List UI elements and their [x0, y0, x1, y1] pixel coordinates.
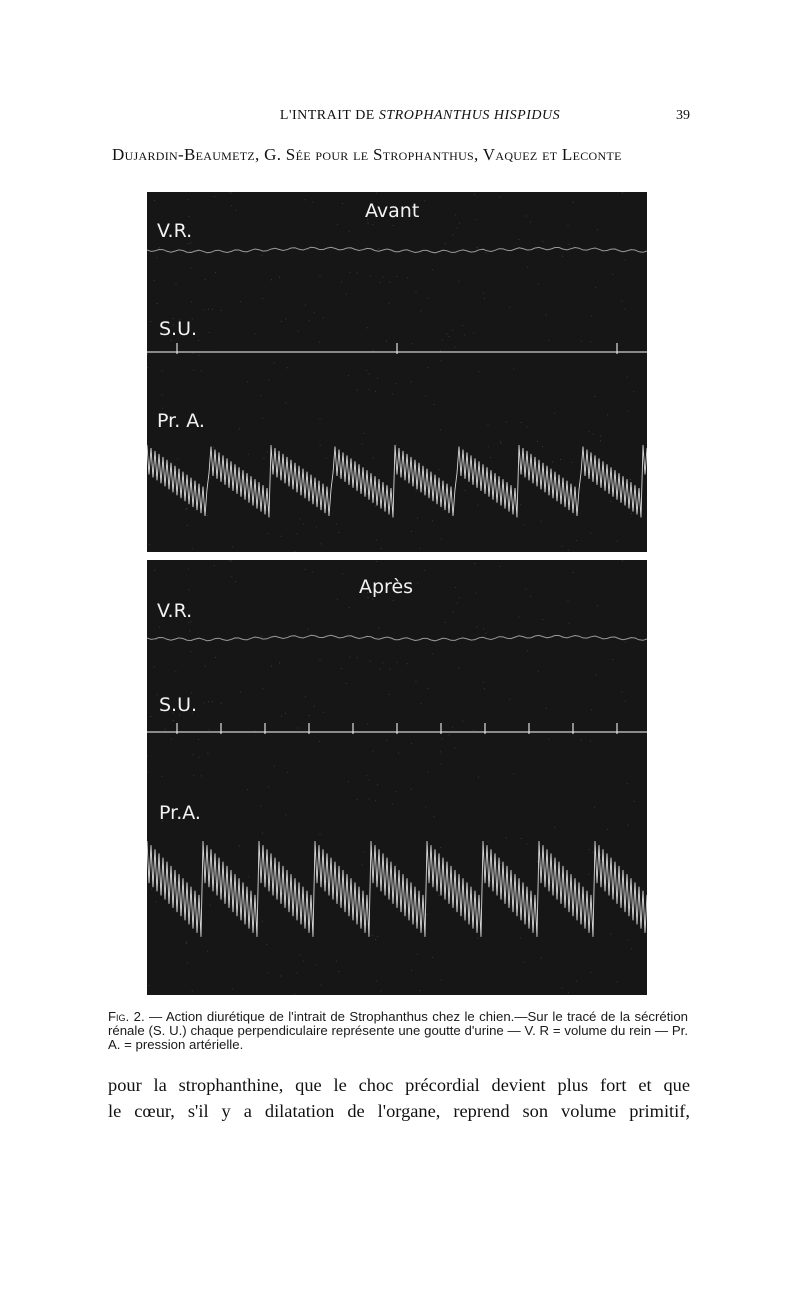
page-number: 39: [676, 108, 690, 123]
texture: [147, 560, 634, 994]
label-pra-apres: Pr.A.: [159, 802, 201, 824]
label-vr-avant: V.R.: [157, 220, 193, 242]
tracing-svg-avant: [147, 192, 647, 552]
volume-rein-trace: [147, 635, 647, 641]
pression-arterielle-trace: [147, 841, 647, 937]
running-title-species: STROPHANTHUS HISPIDUS: [378, 108, 561, 123]
author-line: Dujardin-Beaumetz, G. Sée pour le Strophanthus, Vaquez et Leconte: [112, 145, 622, 164]
panel-title-avant: Avant: [365, 200, 420, 222]
label-pra-avant: Pr. A.: [157, 410, 205, 432]
tracing-panel-avant: [147, 192, 647, 552]
panel-title-apres: Après: [359, 576, 414, 598]
running-title-prefix: L'INTRAIT DE: [279, 108, 379, 123]
volume-rein-trace: [147, 247, 647, 253]
figure-label: Fig. 2.: [108, 1009, 145, 1024]
pression-arterielle-trace: [147, 445, 647, 518]
label-vr-apres: V.R.: [157, 600, 193, 622]
running-title: [150, 108, 690, 124]
trace-group: [147, 192, 647, 551]
figure-caption: [108, 1010, 688, 1052]
running-head: [150, 108, 690, 128]
body-paragraph: [108, 1072, 690, 1124]
trace-group: [147, 560, 647, 994]
label-su-apres: S.U.: [159, 694, 198, 716]
tracing-svg-apres: [147, 560, 647, 995]
tracing-panel-apres: [147, 560, 647, 995]
figure-caption-text: — Action diurétique de l'intrait de Strophanthus chez le chien.—Sur le tracé de la sécrétion rénale (S. U.) chaque perpendiculaire représente une goutte d'urine — V. R = volume du rein — Pr. A. = pression artérielle.: [108, 1009, 688, 1052]
label-su-avant: S.U.: [159, 318, 198, 340]
body-line-1: pour la strophanthine, que le choc précordial devient plus fort et que: [108, 1075, 690, 1095]
body-line-2: le cœur, s'il y a dilatation de l'organe, reprend son volume primitif,: [108, 1101, 690, 1121]
